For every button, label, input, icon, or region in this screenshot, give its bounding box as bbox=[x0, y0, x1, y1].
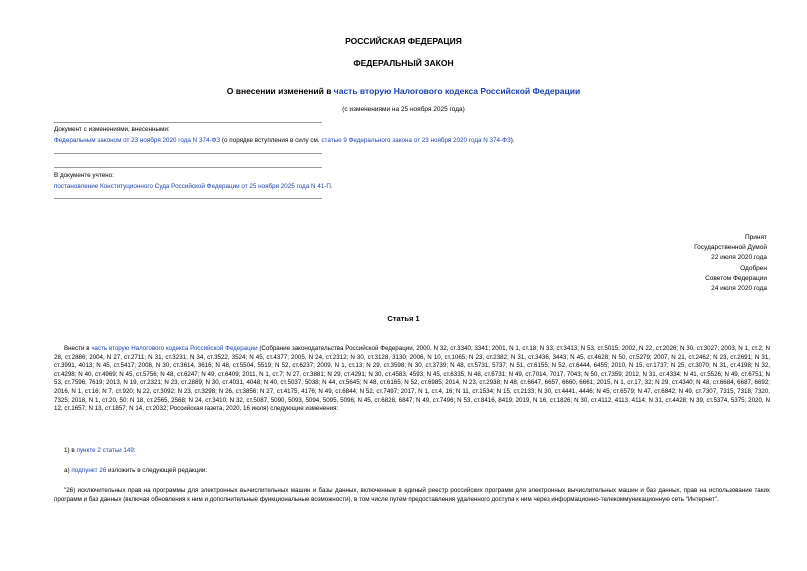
adoption-line: 24 июля 2020 года bbox=[711, 285, 767, 293]
adoption-line: Государственной Думой bbox=[694, 244, 767, 252]
item-a-prefix: а) bbox=[64, 467, 72, 474]
changes-label: Документ с изменениями, внесенными: bbox=[54, 126, 170, 133]
divider bbox=[54, 167, 322, 168]
tax-code-link[interactable]: часть вторую Налогового кодекса Российской Федерации bbox=[333, 86, 581, 96]
document-title bbox=[0, 86, 807, 96]
considered-line bbox=[54, 183, 333, 190]
country-heading: РОССИЙСКАЯ ФЕДЕРАЦИЯ bbox=[345, 36, 462, 46]
adoption-line: 22 июля 2020 года bbox=[711, 254, 767, 262]
considered-label: В документе учтено: bbox=[54, 172, 114, 179]
divider bbox=[54, 153, 322, 154]
article-9-link[interactable]: статью 9 Федерального закона от 23 ноября 2020 года N 374-ФЗ bbox=[321, 137, 511, 144]
federal-law-link[interactable]: Федеральным законом от 23 ноября 2020 года N 374-ФЗ bbox=[54, 137, 221, 144]
item-1 bbox=[64, 447, 136, 454]
intro-citations: (Собрание законодательства Российской Федерации, 2000, N 32, ст.3340, 3341; 2001, N 1, ст.18; N 33, ст.3413; N 53, ст.5015; 2002, N 22, ст.2026; N 30, ст.3027; 2003, N 1, ст.2; N 28, ст.2886; 2004, N 27, ст.2711; N 31, ст.3231; N 34, ст.3522, 3524; N 45, ст.4377; 2005, N 24, ст.2312; N 30, ст.3128, 3130; 2006, N 10, ст.1065; N 23, ст.2382; N 31, ст.3436, 3443; N 45, ст.4628; N 50, ст.5279; 2007, N 21, ст.2462; N 23, ст.2691; N 31, ст.3991, 4013; N 45, ст.5417; 2008, N 30, ст.3614, 3616; N 48, ст.5504, 5519; N 52, ст.6237; 2009, N 1, ст.13; N 29, ст.3598; N 30, ст.3739; N 48, ст.5731, 5737; N 51, ст.6155; N 52, ст.6444, 6455; 2010, N 15, ст.1737; N 25, ст.3070; N 31, ст.4198; N 32, ст.4298; N 40, ст.4969; N 45, ст.5756; N 48, ст.6247; N 49, ст.6409; 2011, N 1, ст.7; N 27, ст.3881; N 29, ст.4291; N 30, ст.4583, 4593; N 45, ст.6335; N 48, ст.6731; N 49, ст.7014, 7017, 7043; N 50, ст.7359; 2012, N 31, ст.4334; N 41, ст.5526; N 49, ст.6751; N 53, ст.7596, 7619; 2013, N 19, ст.2321; N 23, ст.2889; N 30, ст.4031, 4048; N 40, ст.5037, 5038; N 44, ст.5645; N 48, ст.6165; N 52, ст.6985; 2014, N 23, ст.2938; N 48, ст.6647, 6657, 6660, 6661; 2015, N 1, ст.17, 32; N 29, ст.4340; N 48, ст.6684, 6687, 6692; 2016, N 1, ст.16; N 7, ст.920; N 22, ст.3092; N 23, ст.3298; N 26, ст.3856; N 27, ст.4175, 4176; N 49, ст.6844; N 52, ст.7497; 2017, N 1, ст.4, 16; N 11, ст.1534; N 15, ст.2133; N 30, ст.4441, 4446; N 45, ст.6579; N 47, ст.6842; N 49, ст.7307, 7315, 7318, 7320, 7325; 2018, N 1, ст.20, 50; N 18, ст.2565, 2568; N 24, ст.3410; N 32, ст.5087, 5090, 5093, 5094, 5095, 5096; N 45, ст.6828, 6847; N 49, ст.7496; N 53, ст.8416, 8419; 2019, N 16, ст.1826; N 30, ст.4112, 4113, 4114; N 31, ст.4428; N 39, ст.5374, 5375; 2020, N 12, ст.1657; N 13, ст.1857; N 14, ст.2032; Российская газета, 2020, 16 июля) следующие изменения: bbox=[54, 345, 770, 413]
court-ruling-link[interactable]: постановление Конституционного Суда Российской Федерации от 25 ноября 2025 года N 41-П bbox=[54, 183, 331, 190]
divider bbox=[54, 198, 322, 199]
adoption-line: Одобрен bbox=[740, 264, 767, 272]
law-type-heading: ФЕДЕРАЛЬНЫЙ ЗАКОН bbox=[353, 58, 454, 68]
adoption-line: Советом Федерации bbox=[705, 274, 767, 282]
revision-note: (с изменениями на 25 ноября 2025 года) bbox=[342, 106, 465, 113]
tax-code-part2-link[interactable]: часть вторую Налогового кодекса Российской Федерации bbox=[91, 345, 258, 352]
divider bbox=[54, 122, 322, 123]
article-149-link[interactable]: пункте 2 статьи 149 bbox=[76, 447, 134, 454]
article-heading: Статья 1 bbox=[387, 314, 420, 323]
adoption-line: Принят bbox=[744, 234, 767, 241]
considered-end-text: . bbox=[330, 183, 333, 190]
adoption-block bbox=[694, 233, 767, 294]
title-prefix: О внесении изменений в bbox=[226, 86, 334, 96]
item-1-end: : bbox=[133, 447, 136, 454]
intro-prefix: Внести в bbox=[64, 345, 92, 352]
item-1-prefix: 1) в bbox=[64, 447, 77, 454]
subparagraph-26-link[interactable]: подпункт 26 bbox=[71, 467, 107, 474]
changes-line bbox=[54, 137, 515, 144]
item-a bbox=[64, 467, 207, 474]
quoted-text-paragraph: "26) исключительных прав на программы для электронных вычислительных машин и базы данных, включенные в единый реестр российских программ для электронных вычислительных машин и баз данных, прав на использование таких программ и баз данных (включая обновления к ним и дополнительные функциональные возможности), в том числе путем предоставления удаленного доступа к ним через информационно-телекоммуникационную сеть "Интернет". bbox=[54, 487, 770, 503]
article-intro-paragraph bbox=[54, 345, 770, 414]
item-a-rest: изложить в следующей редакции: bbox=[106, 467, 208, 474]
changes-end-text: ). bbox=[510, 137, 515, 144]
changes-mid-text: (о порядке вступления в силу см. bbox=[220, 137, 322, 144]
